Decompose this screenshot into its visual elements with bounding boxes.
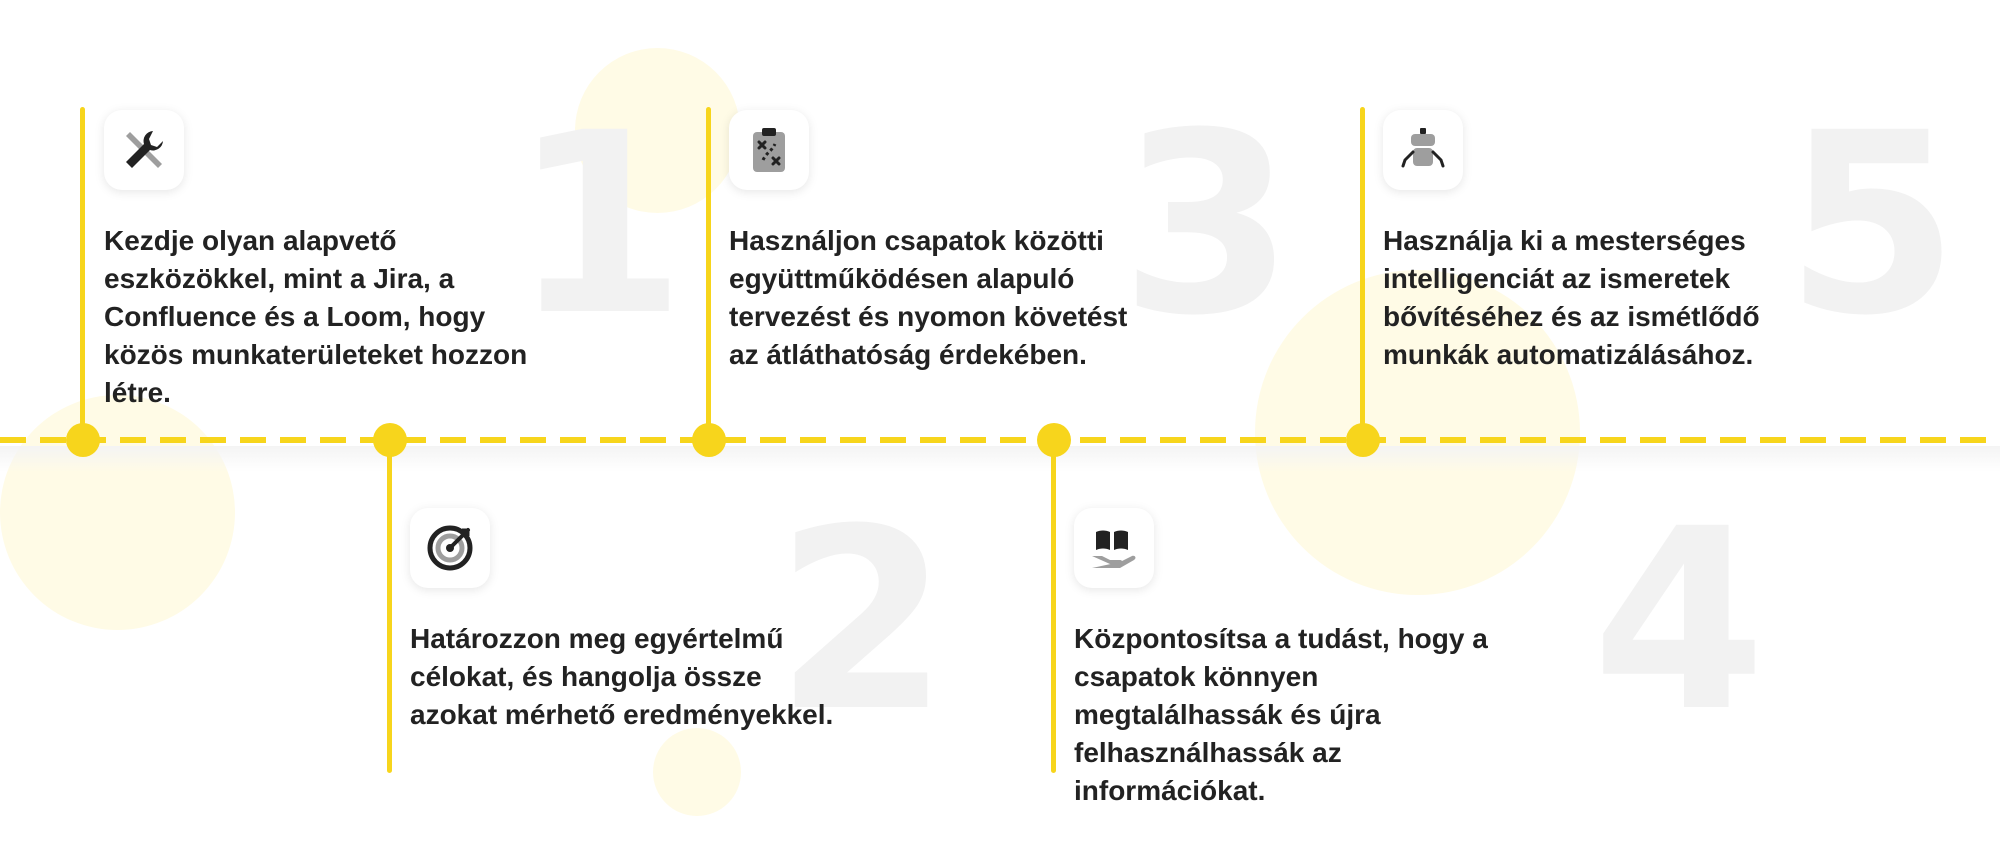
step-1-text: Kezdje olyan alapvető eszközökkel, mint a Jira, a Confluence és a Loom, hogy közös munkaterületeket hozzon létre. xyxy=(104,225,528,408)
step-5-text: Használja ki a mesterséges intelligenciát az ismeretek bővítéséhez és az ismétlődő munkák automatizálásához. xyxy=(1383,225,1760,370)
strategy-clipboard-icon xyxy=(745,126,793,174)
step-4-icon-box xyxy=(1074,508,1154,588)
step-4-dot xyxy=(1037,423,1071,457)
tools-icon xyxy=(120,126,168,174)
step-2-text: Határozzon meg egyértelmű célokat, és hangolja össze azokat mérhető eredményekkel. xyxy=(410,623,834,730)
step-1-connector xyxy=(80,107,85,440)
step-3-number: 3 xyxy=(1120,79,1288,370)
step-3-connector xyxy=(706,107,711,440)
decor-circle xyxy=(653,728,741,816)
step-5-number: 5 xyxy=(1785,79,1953,370)
ai-robot-icon xyxy=(1399,126,1447,174)
step-3-icon-box xyxy=(729,110,809,190)
step-5-icon-box xyxy=(1383,110,1463,190)
step-2-icon-box xyxy=(410,508,490,588)
step-5-dot xyxy=(1346,423,1380,457)
timeline-shadow xyxy=(0,446,2000,472)
step-1-icon-box xyxy=(104,110,184,190)
step-1-number: 1 xyxy=(512,79,680,370)
step-2-connector xyxy=(387,440,392,773)
step-5-connector xyxy=(1360,107,1365,440)
target-icon xyxy=(426,524,474,572)
step-1-dot xyxy=(66,423,100,457)
step-4-text: Központosítsa a tudást, hogy a csapatok könnyen megtalálhassák és újra felhasználhassák az információkat. xyxy=(1074,623,1488,806)
knowledge-hand-icon xyxy=(1090,524,1138,572)
step-4-connector xyxy=(1051,440,1056,773)
step-4-number: 4 xyxy=(1592,475,1760,766)
timeline-dashed-line xyxy=(0,437,2000,443)
step-3-text: Használjon csapatok közötti együttműködésen alapuló tervezést és nyomon követést az átláthatóság érdekében. xyxy=(729,225,1128,370)
step-2-number: 2 xyxy=(775,475,943,766)
decor-circle xyxy=(0,395,235,630)
step-2-dot xyxy=(373,423,407,457)
step-3-dot xyxy=(692,423,726,457)
